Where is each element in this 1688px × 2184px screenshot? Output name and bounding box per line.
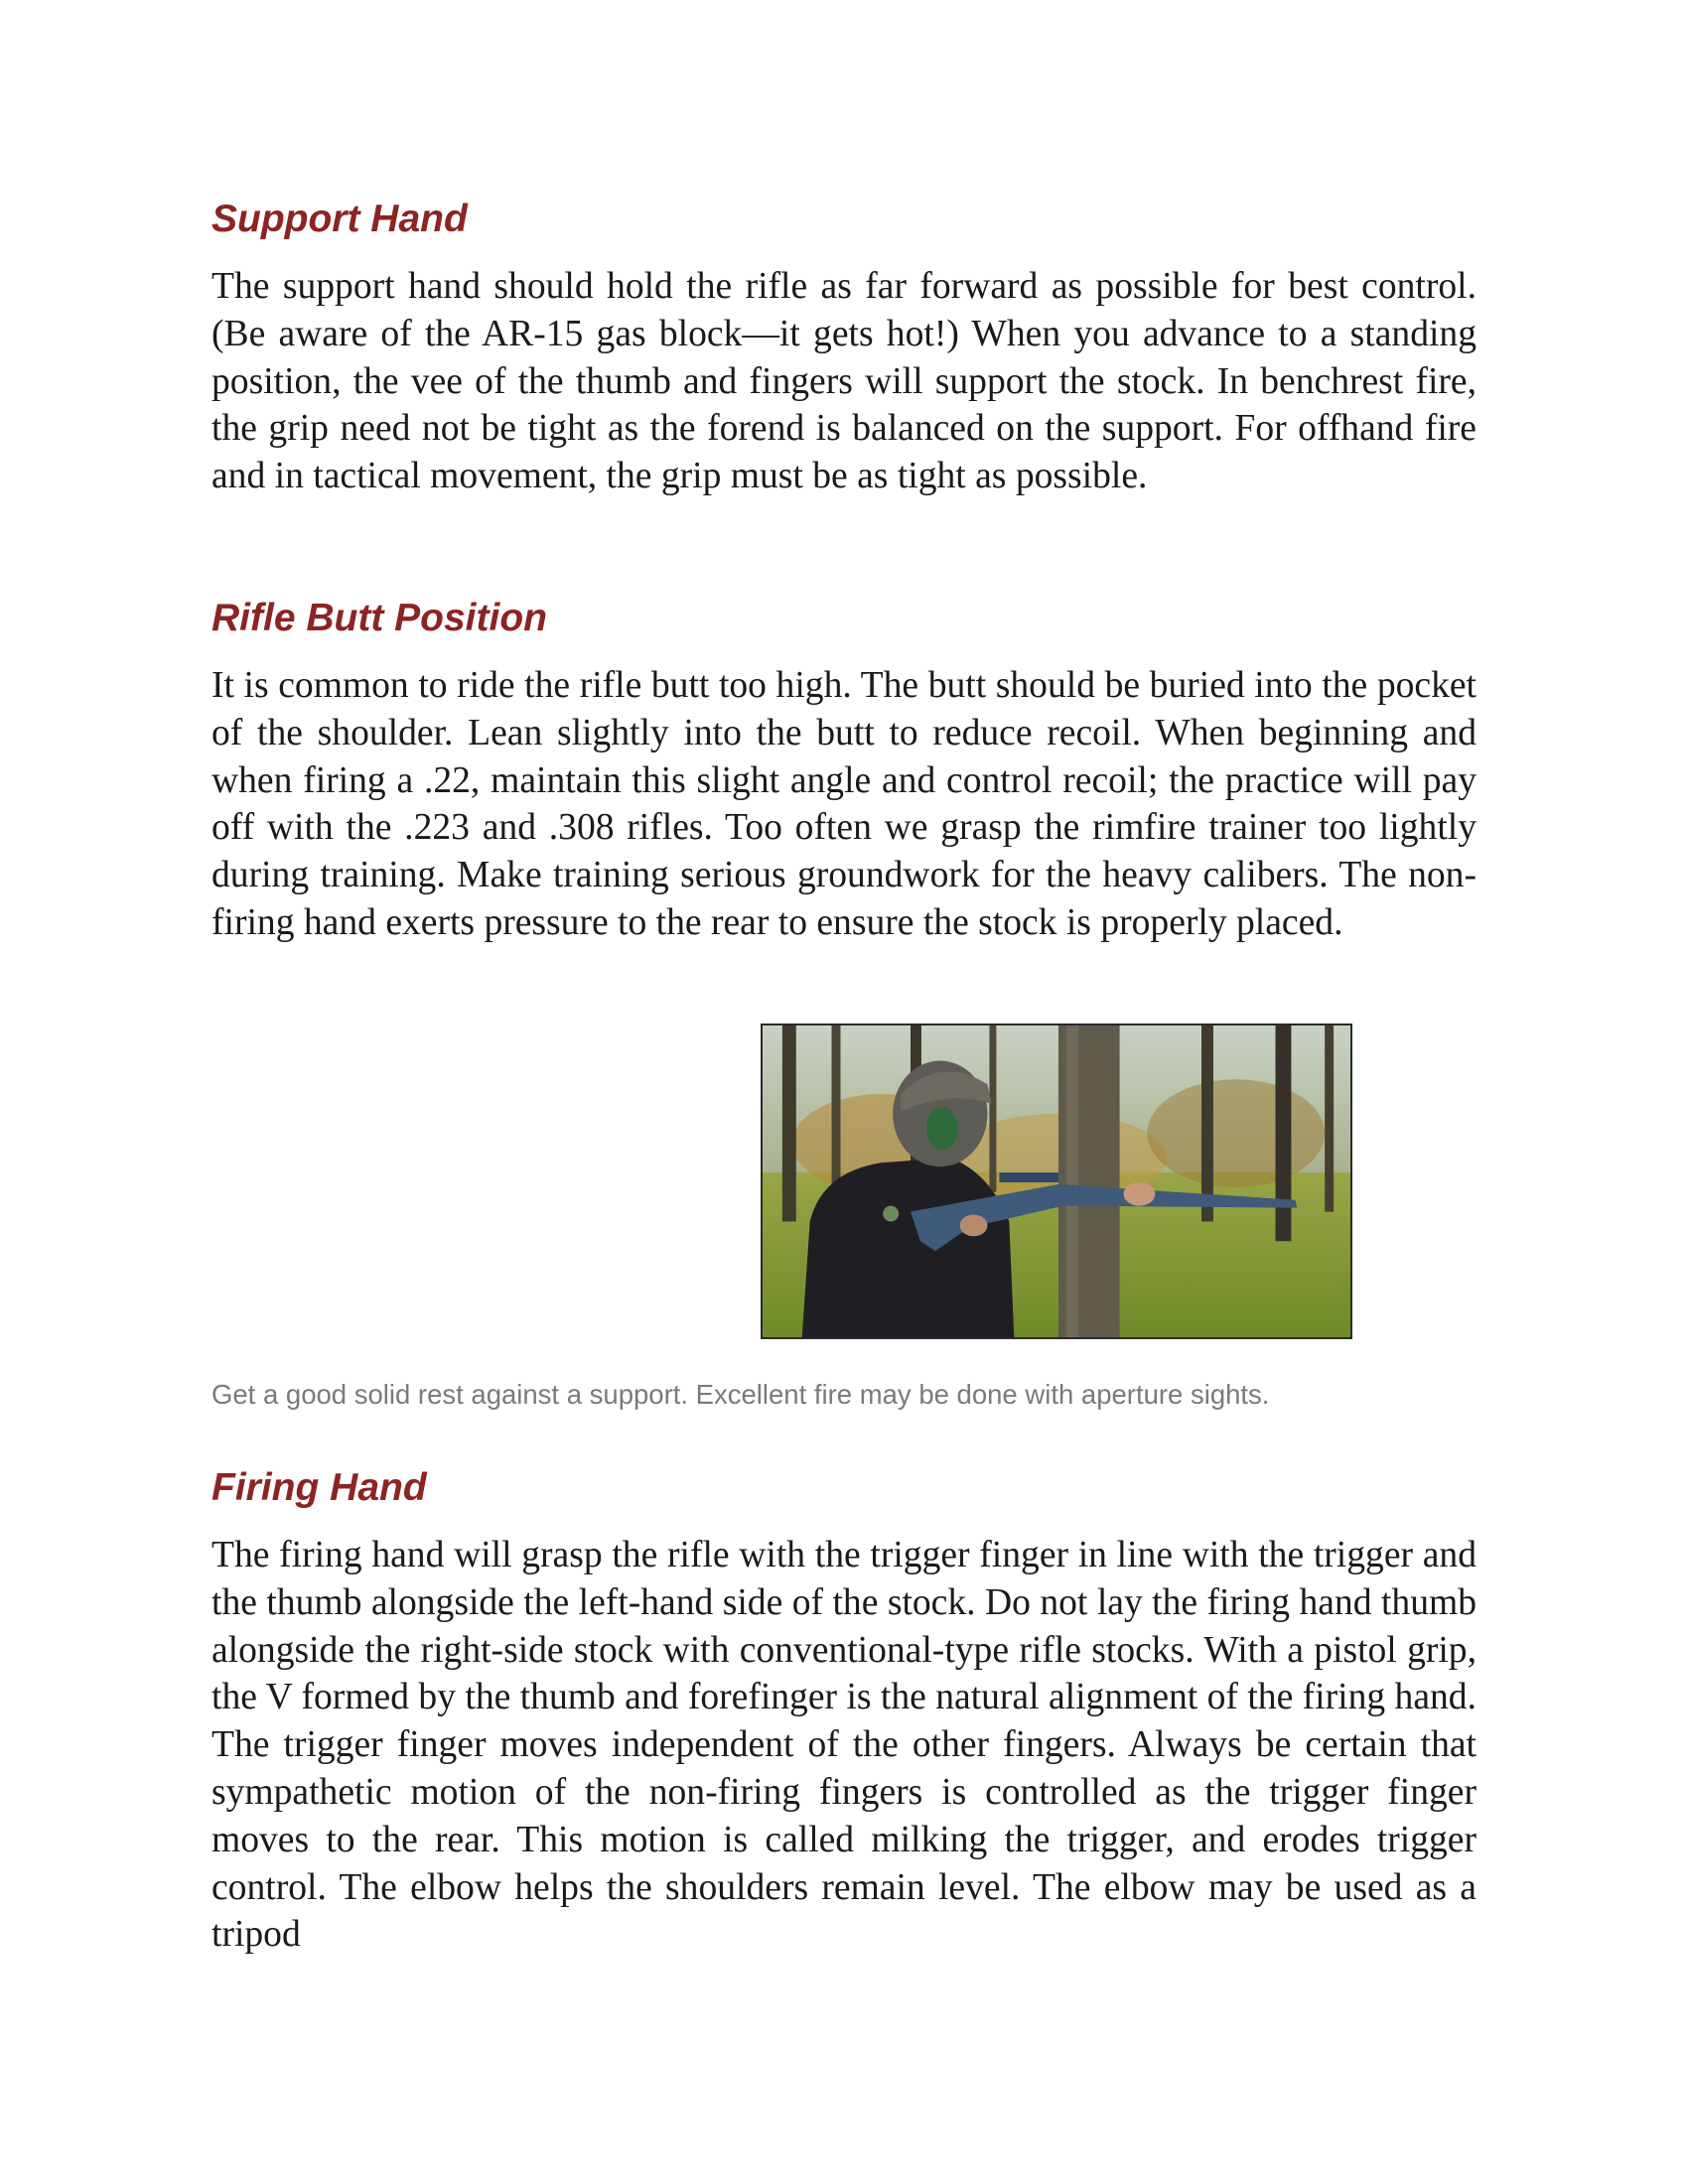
paragraph-rifle-butt-position: It is common to ride the rifle butt too high. The butt should be buried into the pocket of the shoulder. Lean slightly into the butt to reduce recoil. When beginning and when firing a .22, maintain this slight angle and control recoil; the practice will pay off with the .223 and .308 rifles. Too often we grasp the rimfire trainer too lightly during training. Make training serious groundwork for the heavy calibers. The non-firing hand exerts pressure to the rear to ensure the stock is properly placed. <box>211 665 1477 943</box>
figure-photo-shooter-at-support <box>761 1024 1352 1339</box>
heading-rifle-butt-position: Rifle Butt Position <box>211 597 547 639</box>
paragraph-firing-hand: The firing hand will grasp the rifle with the trigger finger in line with the trigger and the thumb alongside the left-hand side of the stock. Do not lay the firing hand thumb alongside the right-side stock with conventional-type rifle stocks. With a pistol grip, the V formed by the thumb and forefinger is the natural alignment of the firing hand. The trigger finger moves independent of the other fingers. Always be certain that sympathetic motion of the non-firing fingers is controlled as the trigger finger moves to the rear. This motion is called milking the trigger, and erodes trigger control. The elbow helps the shoulders remain level. The elbow may be used as a tripod <box>211 1535 1477 1956</box>
figure-caption: Get a good solid rest against a support. Excellent fire may be done with aperture sights. <box>211 1379 1270 1410</box>
heading-firing-hand: Firing Hand <box>211 1466 427 1509</box>
photo-illustration <box>763 1025 1350 1337</box>
heading-support-hand: Support Hand <box>211 198 468 240</box>
paragraph-support-hand: The support hand should hold the rifle as far forward as possible for best control. (Be aware of the AR-15 gas block—it gets hot!) When you advance to a standing position, the vee of the thumb and fingers will support the stock. In benchrest fire, the grip need not be tight as the forend is balanced on the support. For offhand fire and in tactical movement, the grip must be as tight as possible. <box>211 266 1477 497</box>
